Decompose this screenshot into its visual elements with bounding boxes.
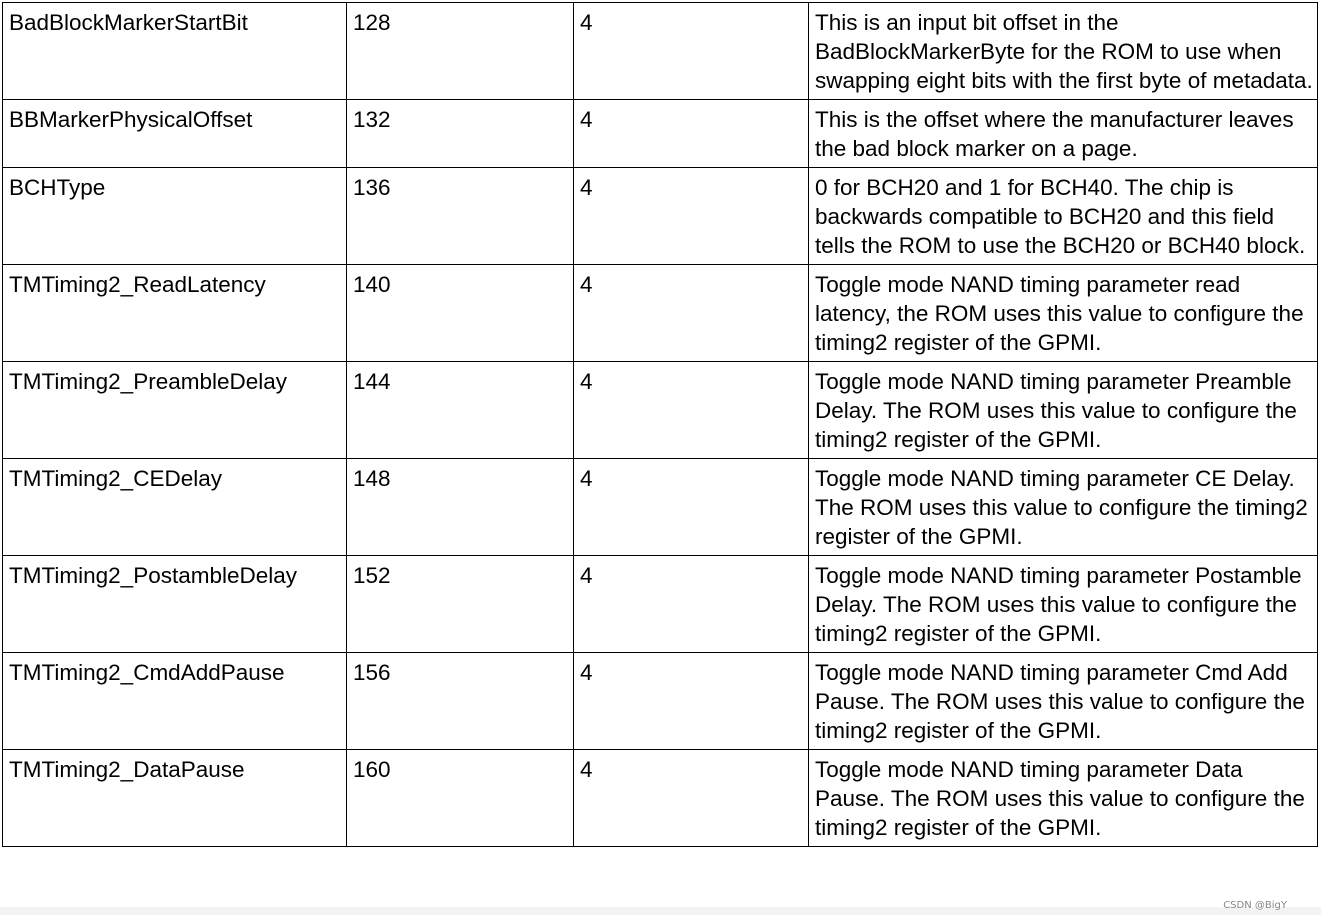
field-size: 4 — [574, 750, 809, 847]
field-name: TMTiming2_ReadLatency — [3, 265, 347, 362]
field-size: 4 — [574, 3, 809, 100]
field-description: Toggle mode NAND timing parameter Cmd Add Pause. The ROM uses this value to configure the timing2 register of the GPMI. — [809, 653, 1318, 750]
field-name: TMTiming2_CEDelay — [3, 459, 347, 556]
bottom-strip — [0, 907, 1321, 915]
table-row — [3, 265, 1318, 362]
field-offset: 156 — [347, 653, 574, 750]
field-description: Toggle mode NAND timing parameter Data Pause. The ROM uses this value to configure the timing2 register of the GPMI. — [809, 750, 1318, 847]
field-size: 4 — [574, 168, 809, 265]
field-size: 4 — [574, 459, 809, 556]
field-name: BBMarkerPhysicalOffset — [3, 100, 347, 168]
field-name: TMTiming2_CmdAddPause — [3, 653, 347, 750]
field-name: BCHType — [3, 168, 347, 265]
field-description: This is the offset where the manufacturer leaves the bad block marker on a page. — [809, 100, 1318, 168]
table-row — [3, 100, 1318, 168]
field-description: 0 for BCH20 and 1 for BCH40. The chip is backwards compatible to BCH20 and this field tells the ROM to use the BCH20 or BCH40 block. — [809, 168, 1318, 265]
table-row — [3, 362, 1318, 459]
field-name: BadBlockMarkerStartBit — [3, 3, 347, 100]
field-offset: 148 — [347, 459, 574, 556]
field-offset: 160 — [347, 750, 574, 847]
table-row — [3, 168, 1318, 265]
field-size: 4 — [574, 362, 809, 459]
table-row — [3, 556, 1318, 653]
field-description: Toggle mode NAND timing parameter read latency, the ROM uses this value to configure the timing2 register of the GPMI. — [809, 265, 1318, 362]
field-name: TMTiming2_PostambleDelay — [3, 556, 347, 653]
field-offset: 152 — [347, 556, 574, 653]
field-name: TMTiming2_PreambleDelay — [3, 362, 347, 459]
table-row — [3, 653, 1318, 750]
table-row — [3, 3, 1318, 100]
field-description: Toggle mode NAND timing parameter CE Delay. The ROM uses this value to configure the timing2 register of the GPMI. — [809, 459, 1318, 556]
field-description: Toggle mode NAND timing parameter Preamble Delay. The ROM uses this value to configure the timing2 register of the GPMI. — [809, 362, 1318, 459]
table-row — [3, 459, 1318, 556]
field-size: 4 — [574, 100, 809, 168]
watermark: CSDN @BigY — [1223, 900, 1287, 911]
field-size: 4 — [574, 265, 809, 362]
field-offset: 128 — [347, 3, 574, 100]
field-offset: 144 — [347, 362, 574, 459]
field-name: TMTiming2_DataPause — [3, 750, 347, 847]
field-offset: 140 — [347, 265, 574, 362]
field-offset: 136 — [347, 168, 574, 265]
field-offset: 132 — [347, 100, 574, 168]
field-description: This is an input bit offset in the BadBlockMarkerByte for the ROM to use when swapping eight bits with the first byte of metadata. — [809, 3, 1318, 100]
fields-table-container — [2, 2, 1317, 847]
table-row — [3, 750, 1318, 847]
field-size: 4 — [574, 653, 809, 750]
field-size: 4 — [574, 556, 809, 653]
fields-table — [2, 2, 1318, 847]
field-description: Toggle mode NAND timing parameter Postamble Delay. The ROM uses this value to configure the timing2 register of the GPMI. — [809, 556, 1318, 653]
